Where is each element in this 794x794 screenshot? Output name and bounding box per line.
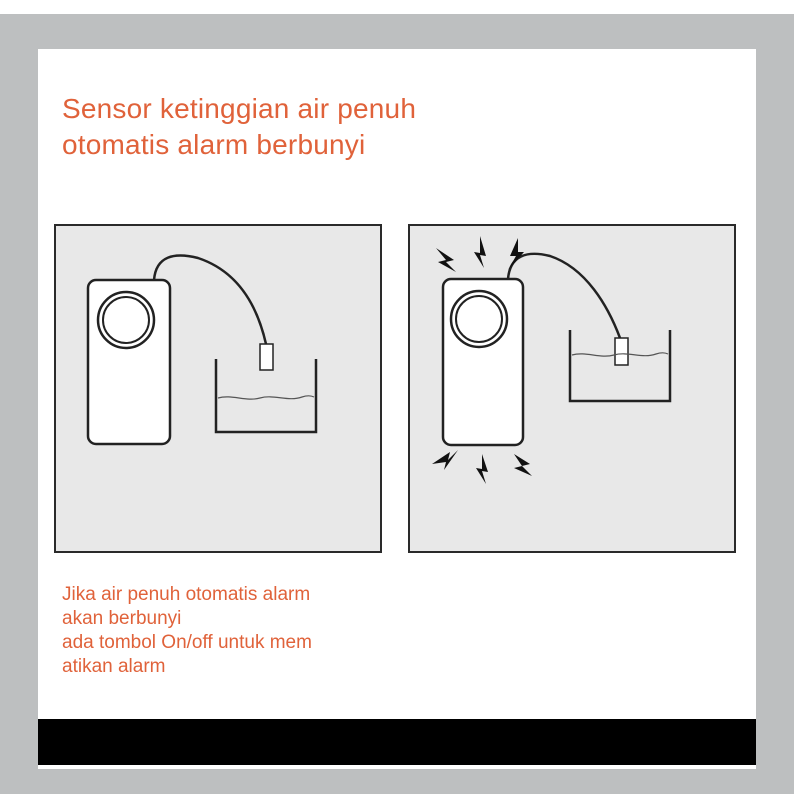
product-caption xyxy=(62,583,312,679)
caption-line-2: akan berbunyi xyxy=(62,608,182,629)
lightning-icon xyxy=(476,454,488,484)
speaker-ring-inner xyxy=(103,297,149,343)
lightning-icon xyxy=(432,450,458,470)
illustration-water-low xyxy=(54,224,382,553)
illustration-water-low-drawing xyxy=(56,226,380,551)
product-card xyxy=(38,49,756,769)
product-title xyxy=(62,91,416,163)
title-line-2: otomatis alarm berbunyi xyxy=(62,129,366,160)
water-level-low xyxy=(218,396,314,399)
sensor-cable xyxy=(508,254,620,338)
bottom-black-bar xyxy=(38,719,756,765)
lightning-icon xyxy=(436,248,456,272)
caption-line-1: Jika air penuh otomatis alarm xyxy=(62,584,311,605)
illustration-water-full-drawing xyxy=(410,226,734,551)
lightning-icon xyxy=(514,454,532,476)
caption-line-3: ada tombol On/off untuk mem xyxy=(62,632,312,653)
title-line-1: Sensor ketinggian air penuh xyxy=(62,93,417,124)
lightning-icon xyxy=(474,236,486,268)
water-probe xyxy=(615,338,628,365)
speaker-ring-inner xyxy=(456,296,502,342)
caption-line-4: atikan alarm xyxy=(62,656,166,677)
top-strip xyxy=(0,0,794,14)
illustration-water-full xyxy=(408,224,736,553)
water-probe xyxy=(260,344,273,370)
